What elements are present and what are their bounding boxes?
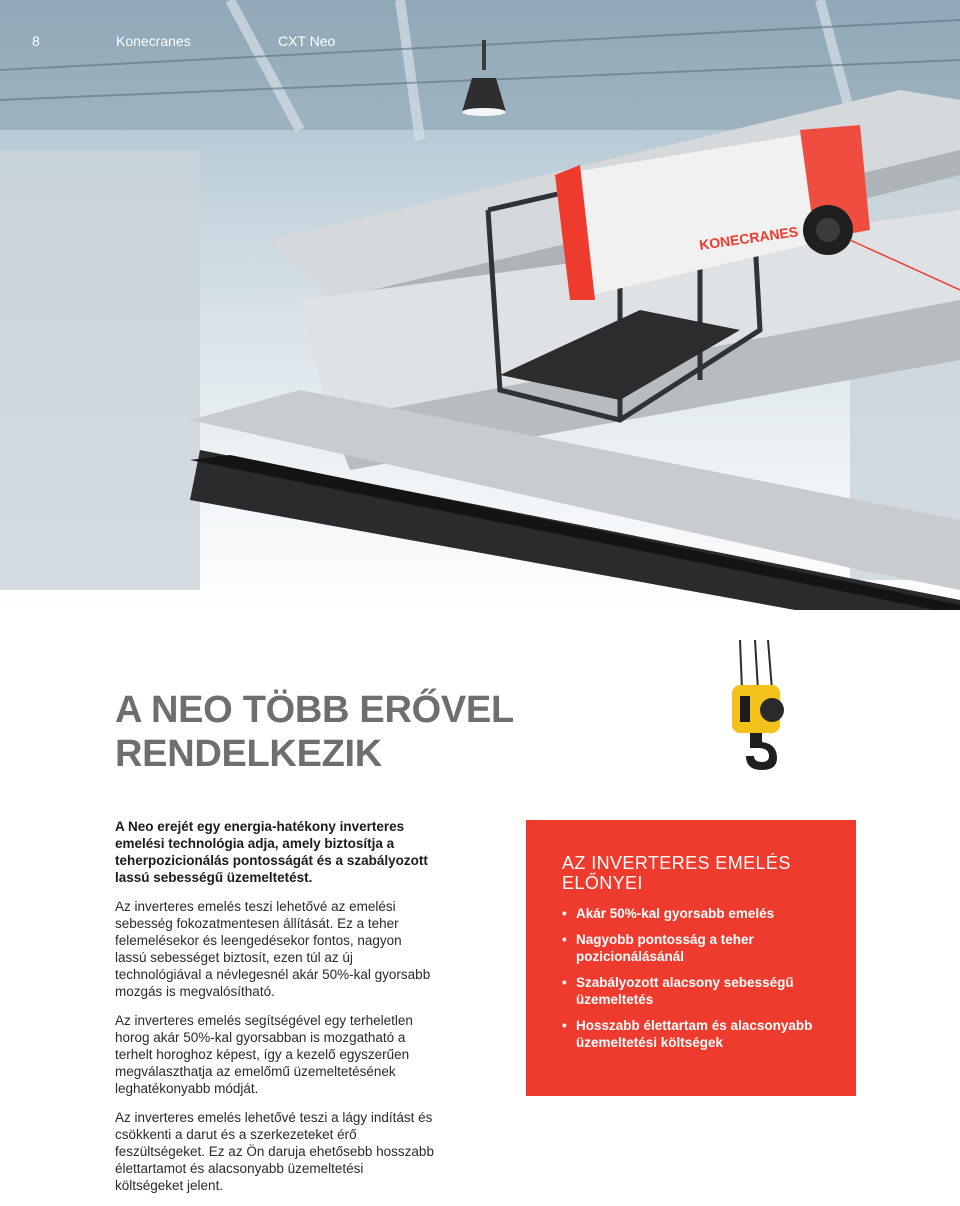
page-title xyxy=(115,688,514,776)
lead-paragraph: A Neo erejét egy energia-hatékony inverteres emelési technológia adja, amely biztosítja a teherpozicionálás pontosságát és a szabályozott lassú sebességű üzemeltetést. xyxy=(115,819,428,885)
body-paragraph-1: Az inverteres emelés teszi lehetővé az emelési sebesség fokozatmentesen állítását. Ez a teher felemelésekor és leengedésekor fontos, nagyon lassú sebességet biztosít, ezen túl az új technológiával a névlegesnél akár 50%-kal gyorsabb mozgás is megvalósítható. xyxy=(115,899,431,999)
hook-icon xyxy=(722,640,802,770)
body-text-column xyxy=(115,818,435,1206)
benefit-item: • Nagyobb pontosság a teher pozicionálásánál xyxy=(562,931,834,965)
page-title-line-2: RENDELKEZIK xyxy=(115,733,382,775)
benefits-list xyxy=(562,905,834,1051)
benefit-item: • Akár 50%-kal gyorsabb emelés xyxy=(562,905,834,922)
benefits-box xyxy=(526,820,856,1096)
body-paragraph-2: Az inverteres emelés segítségével egy terheletlen horog akár 50%-kal gyorsabban is mozgatható a terhelt horoghoz képest, így a kezelő egyszerűen megválaszthatja az emelőmű üzemeltetésének leghatékonyabb módját. xyxy=(115,1013,413,1096)
benefit-item: • Hosszabb élettartam és alacsonyabb üzemeltetési költségek xyxy=(562,1017,834,1051)
header-product: CXT Neo xyxy=(278,33,336,49)
body-paragraph-3: Az inverteres emelés lehetővé teszi a lágy indítást és csökkenti a darut és a szerkezeteket érő feszültségeket. Ez az Ön daruja ehetősebb hosszabb élettartamot és alacsonyabb üzemeltetési költségeket jelent. xyxy=(115,1110,434,1193)
page-number: 8 xyxy=(32,33,40,49)
page-title-line-1: A NEO TÖBB ERŐVEL xyxy=(115,689,514,731)
header-brand: Konecranes xyxy=(116,33,191,49)
benefit-item: • Szabályozott alacsony sebességű üzemeltetés xyxy=(562,974,834,1008)
benefits-title xyxy=(562,853,834,893)
benefits-title-line-2: ELŐNYEI xyxy=(562,873,643,893)
benefits-title-line-1: AZ INVERTERES EMELÉS xyxy=(562,853,791,873)
crane-logo-text: KONECRANES xyxy=(698,223,800,253)
